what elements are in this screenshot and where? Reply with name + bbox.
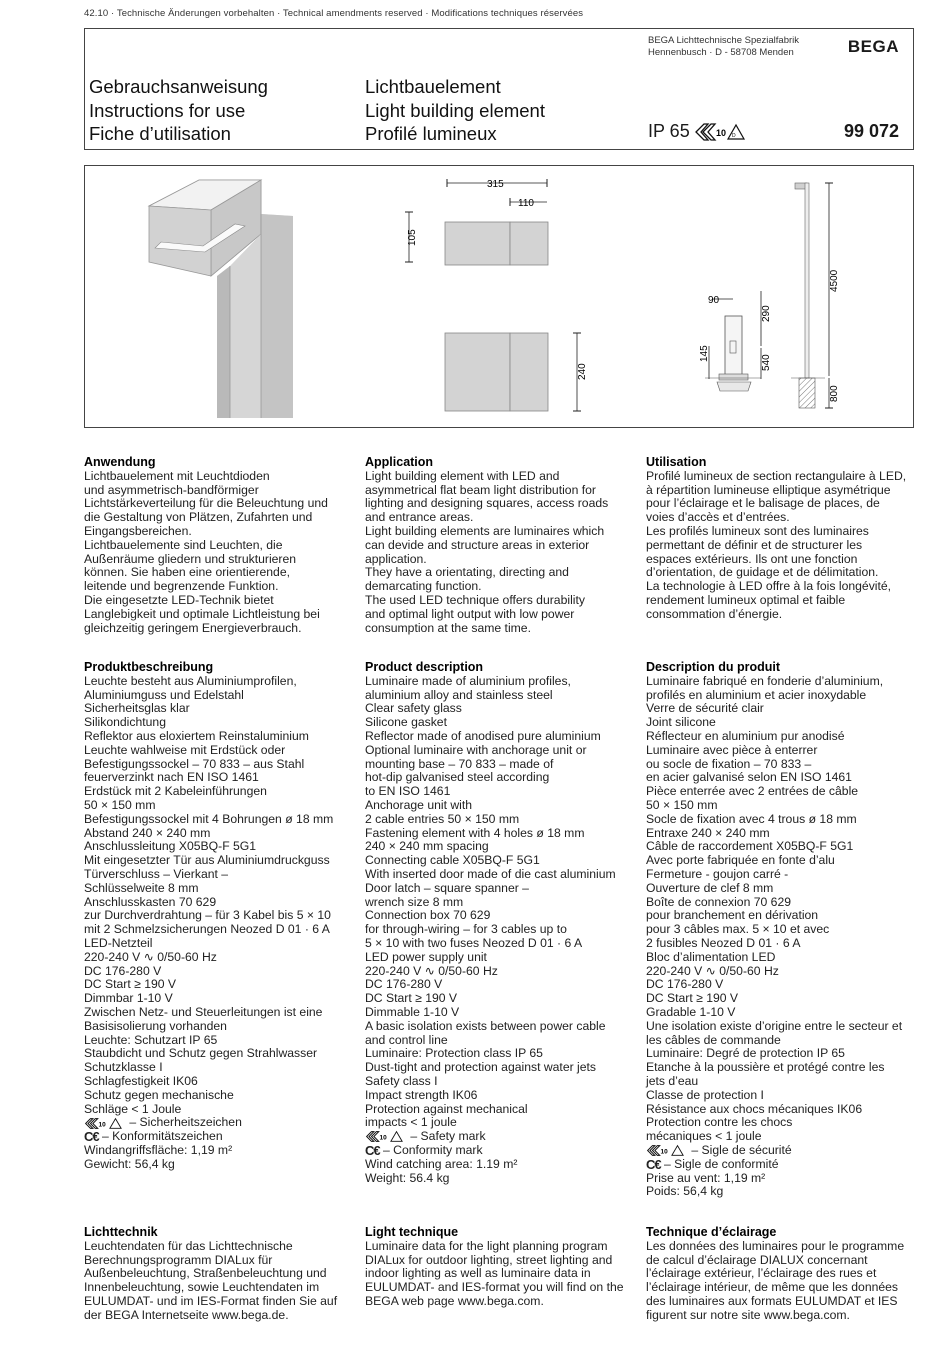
safety-mark-label: – Safety mark: [410, 1129, 486, 1144]
section-application-en: [365, 456, 637, 635]
ip-label: IP 65: [648, 121, 690, 141]
section-light-en: [365, 1226, 637, 1309]
section-body: Leuchtendaten für das Lichttechnische Berechnungsprogramm DIALux für Außenbeleuchtung, Straßenbeleuchtung und Innenbeleuchtung, sowie Leuchtendaten im EULUMDAT- und im IES-Format finden Sie auf der BEGA Internetseite www.bega.de.: [84, 1238, 338, 1322]
enec-mark-icon: [365, 1130, 407, 1143]
title-fr: Fiche d’utilisation: [89, 123, 231, 144]
dimension-145: 145: [699, 345, 710, 362]
svg-text:10: 10: [715, 127, 726, 138]
section-body: Light building element with LED and asymmetrical flat beam light distribution for lighting and designing squares, access roads and entrance areas. Light building elements are luminaires which can devide and structure areas in exterior application. They have a orientating, directing and demarcating function. The used LED technique offers durability and optimal light output with low power consumption at the same time.: [365, 468, 609, 635]
conformity-mark-line: [365, 1144, 637, 1158]
section-heading: Light technique: [365, 1225, 459, 1239]
ip-rating: [648, 121, 746, 142]
dimension-315: 315: [487, 179, 504, 190]
company-location: Hennenbusch · D - 58708 Menden: [648, 47, 794, 58]
article-number: 99 072: [843, 121, 899, 141]
section-light-de: [84, 1226, 356, 1323]
section-body: Profilé lumineux de section rectangulaire à LED, à répartition lumineuse elliptique asymétrique pour l’éclairage et le balisage de places, de voies d’accès et d’entrées. Les profilés lumineux sont des luminaires permettant de définir et de structurer les espaces extérieurs. Ils ont une fonction d’orientation, de guidage et de délimitation. La technologie à LED offre à la fois longévité, rendement lumineux optimal et faible consommation d’énergie.: [646, 468, 907, 621]
enec-safety-mark-icon: [694, 122, 746, 142]
section-product-en: [365, 661, 637, 1185]
section-tail: Wind catching area: 1.19 m² Weight: 56.4 kg: [365, 1156, 518, 1185]
svg-text:10: 10: [98, 1121, 106, 1129]
product-fr: Profilé lumineux: [365, 123, 497, 144]
dimension-290: 290: [761, 305, 772, 322]
svg-text:10: 10: [660, 1148, 668, 1156]
section-heading: Description du produit: [646, 660, 781, 674]
dimension-540: 540: [761, 354, 772, 371]
pole-elevation-drawing: [791, 183, 840, 408]
top-view-drawing: [405, 179, 548, 265]
luminaire-3d-illustration: [149, 180, 293, 418]
section-body: Luminaire data for the light planning program DIALux for outdoor lighting, street lighting and indoor lighting as well as luminaire data in EULUMDAT- and IES-format you will find on the BEGA web page www.bega.com.: [365, 1238, 624, 1308]
enec-mark-icon: [646, 1144, 688, 1157]
section-heading: Produktbeschreibung: [84, 660, 214, 674]
section-heading: Lichttechnik: [84, 1225, 158, 1239]
product-titles: [365, 75, 545, 146]
section-body: Les données des luminaires pour le programme de calcul d’éclairage DIALUX concernant l’éclairage extérieur, l’éclairage des rues et l’éclairage intérieur, de même que les données des luminaires aux formats EULUMDAT et IES figurent sur notre site www.bega.com.: [646, 1238, 905, 1322]
dimension-90: 90: [708, 295, 720, 306]
mounting-detail-drawing: [699, 291, 772, 391]
dimension-105: 105: [407, 229, 418, 246]
dimension-4500: 4500: [829, 269, 840, 292]
safety-mark-label: – Sigle de sécurité: [691, 1142, 792, 1157]
dimension-800: 800: [829, 385, 840, 402]
section-application-de: [84, 456, 356, 635]
svg-text:10: 10: [379, 1135, 387, 1143]
section-heading: Application: [365, 455, 434, 469]
product-de: Lichtbauelement: [365, 76, 501, 97]
section-tail: Windangriffsfläche: 1,19 m² Gewicht: 56,4 kg: [84, 1143, 233, 1171]
product-drawings: [85, 166, 915, 429]
ce-mark-icon: C€: [365, 1142, 380, 1158]
section-light-fr: [646, 1226, 918, 1323]
figure-box: [84, 165, 914, 428]
amendment-note: 42.10 · Technische Änderungen vorbehalten · Technical amendments reserved · Modifications techniques réservées: [84, 8, 584, 19]
title-en: Instructions for use: [89, 99, 246, 121]
conformity-mark-label: – Sigle de conformité: [664, 1156, 779, 1171]
ce-mark-icon: C€: [646, 1156, 661, 1172]
section-heading: Product description: [365, 660, 484, 674]
document-titles: [89, 75, 268, 146]
brand-logo: BEGA: [847, 37, 899, 56]
title-de: Gebrauchsanweisung: [89, 76, 268, 97]
conformity-mark-label: – Conformity mark: [383, 1143, 483, 1158]
company-address: [648, 35, 799, 59]
conformity-mark-line: [646, 1158, 918, 1172]
company-name: BEGA Lichttechnische Spezialfabrik: [648, 35, 800, 46]
dimension-240: 240: [577, 363, 588, 380]
section-application-fr: [646, 456, 918, 622]
section-body: Lichtbauelement mit Leuchtdioden und asymmetrisch-bandförmiger Lichtstärkeverteilung für die Beleuchtung und die Gestaltung von Plätzen, Zufahrten und Eingangsbereichen. Lichtbauelemente sind Leuchten, die Außenräume gliedern und strukturieren können. Sie haben eine orientierende, leitende und begrenzende Funktion. Die eingesetzte LED-Technik bietet Langlebigkeit und optimale Lichtleistung bei gleichzeitig geringem Energieverbrauch.: [84, 468, 328, 635]
enec-mark-icon: [84, 1117, 126, 1130]
dimension-110: 110: [518, 198, 534, 209]
product-en: Light building element: [365, 99, 545, 121]
section-heading: Anwendung: [84, 455, 156, 469]
section-product-fr: [646, 661, 918, 1199]
section-heading: Utilisation: [646, 455, 707, 469]
conformity-mark-label: – Konformitätszeichen: [102, 1129, 223, 1144]
section-body: Luminaire fabriqué en fonderie d’aluminium, profilés en aluminium et acier inoxydable Verre de sécurité clair Joint silicone Réflecteur en aluminium pur anodisé Luminaire avec pièce à enterrer ou socle de fixation – 70 833 – en acier galvanisé selon EN ISO 1461 Pièce enterrée avec 2 entrées de câble 50 × 150 mm Socle de fixation avec 4 trous ø 18 mm Entraxe 240 × 240 mm Câble de raccordement X05BQ-F 5G1 Avec porte fabriquée en fonte d’alu Fermeture - goujon carré - Ouverture de clef 8 mm Boîte de connexion 70 629 pour branchement en dérivation pour 3 câbles max. 5 × 10 et avec 2 fusibles Neozed D 01 · 6 A Bloc d’alimentation LED 220-240 V ∿ 0/50-60 Hz DC 176-280 V DC Start ≥ 190 V Gradable 1-10 V Une isolation existe d’origine entre le secteur et les câbles de commande Luminaire: Degré de protection IP 65 Etanche à la poussière et protégé contre les jets d’eau Classe de protection I Résistance aux chocs mécaniques IK06 Protection contre les chocs mécaniques < 1 joule: [646, 673, 903, 1144]
section-body: Luminaire made of aluminium profiles, aluminium alloy and stainless steel Clear safety glass Silicone gasket Reflector made of anodised pure aluminium Optional luminaire with anchorage unit or mounting base – 70 833 – made of hot-dip galvanised steel according to EN ISO 1461 Anchorage unit with 2 cable entries 50 × 150 mm Fastening element with 4 holes ø 18 mm 240 × 240 mm spacing Connecting cable X05BQ-F 5G1 With inserted door made of die cast aluminium Door latch – square spanner – wrench size 8 mm Connection box 70 629 for through-wiring – for 3 cables up to 5 × 10 with two fuses Neozed D 01 · 6 A LED power supply unit 220-240 V ∿ 0/50-60 Hz DC 176-280 V DC Start ≥ 190 V Dimmable 1-10 V A basic isolation exists between power cable and control line Luminaire: Protection class IP 65 Dust-tight and protection against water jets Safety class I Impact strength IK06 Protection against mechanical impacts < 1 joule: [365, 673, 616, 1130]
header-box: [84, 28, 914, 150]
safety-mark-line: [646, 1144, 918, 1158]
conformity-mark-line: [84, 1130, 356, 1144]
section-heading: Technique d’éclairage: [646, 1225, 777, 1239]
section-tail: Prise au vent: 1,19 m² Poids: 56,4 kg: [646, 1170, 766, 1199]
front-view-drawing: [445, 333, 588, 411]
section-product-de: [84, 661, 356, 1172]
ce-mark-icon: C€: [84, 1129, 99, 1145]
safety-mark-line: [365, 1130, 637, 1144]
section-body: Leuchte besteht aus Aluminiumprofilen, Aluminiumguss und Edelstahl Sicherheitsglas klar Silikondichtung Reflektor aus eloxiertem Reinstaluminium Leuchte wahlweise mit Erdstück oder Befestigungssockel – 70 833 – aus Stahl feuerverzinkt nach EN ISO 1461 Erdstück mit 2 Kabeleinführungen 50 × 150 mm Befestigungssockel mit 4 Bohrungen ø 18 mm Abstand 240 × 240 mm Anschlussleitung X05BQ-F 5G1 Mit eingesetzter Tür aus Aluminiumdruckguss Türverschluss – Vierkant – Schlüsselweite 8 mm Anschlusskasten 70 629 zur Durchverdrahtung – für 3 Kabel bis 5 × 10 mit 2 Schmelzsicherungen Neozed D 01 · 6 A LED-Netzteil 220-240 V ∿ 0/50-60 Hz DC 176-280 V DC Start ≥ 190 V Dimmbar 1-10 V Zwischen Netz- und Steuerleitungen ist eine Basisisolierung vorhanden Leuchte: Schutzart IP 65 Staubdicht und Schutz gegen Strahlwasser Schutzklasse I Schlagfestigkeit IK06 Schutz gegen mechanische Schläge < 1 Joule: [84, 673, 334, 1116]
safety-mark-line: [84, 1116, 356, 1130]
safety-mark-label: – Sicherheitszeichen: [129, 1115, 242, 1130]
svg-text:D: D: [731, 132, 736, 139]
